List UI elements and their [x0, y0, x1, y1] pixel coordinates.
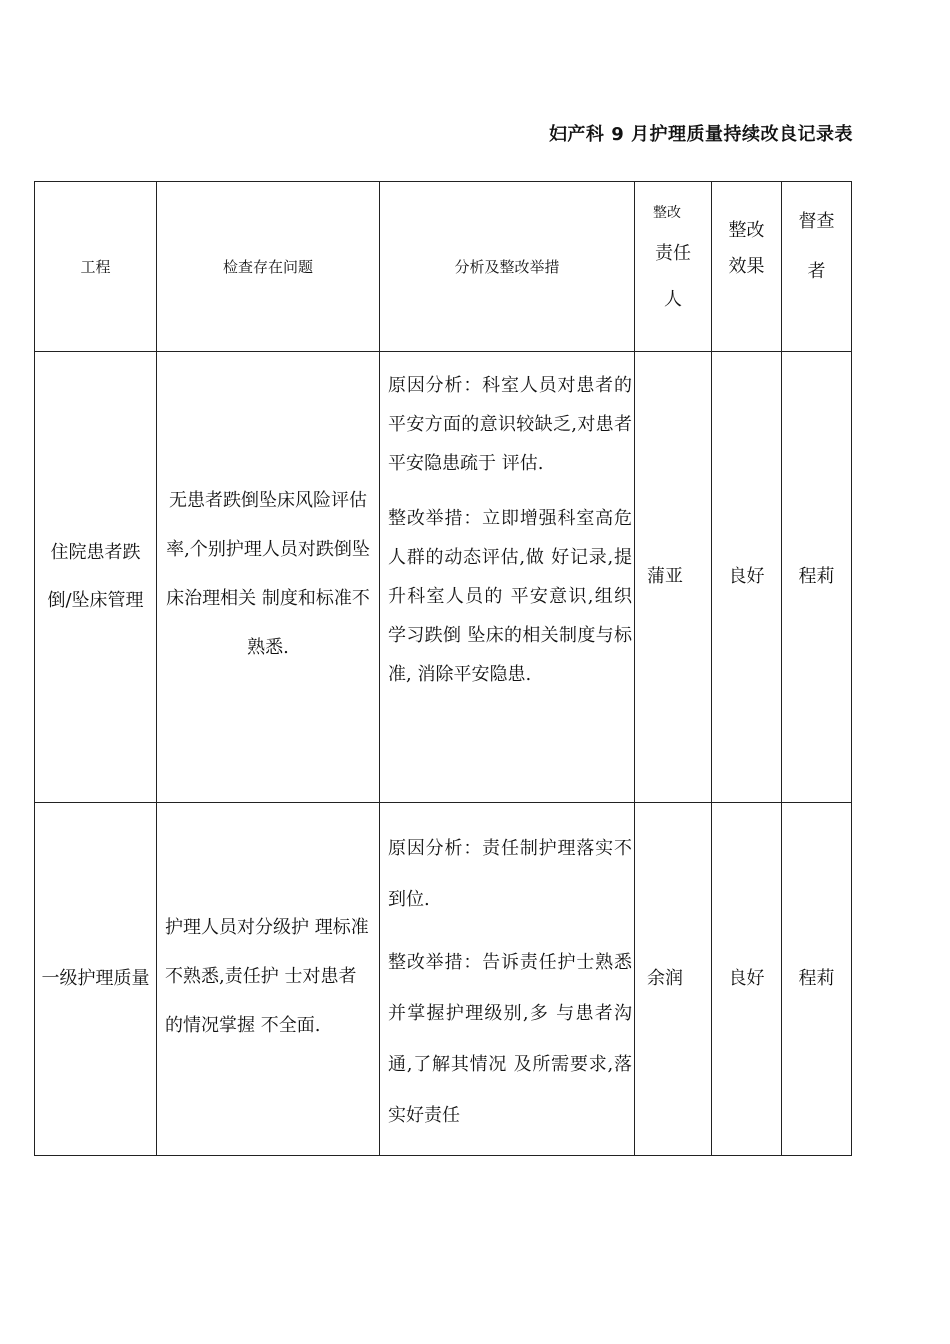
- row-item: 一级护理质量: [35, 803, 157, 1156]
- row-cause: 原因分析：责任制护理落实不到位.: [388, 838, 632, 910]
- row-supervisor: 程莉: [782, 803, 852, 1156]
- header-responsible: [635, 182, 712, 352]
- header-effect-line2: 效果: [728, 255, 765, 277]
- table-header-row: [35, 182, 852, 352]
- table-row: [35, 352, 852, 803]
- header-supervisor-line2: 者: [807, 260, 826, 282]
- row-item: 住院患者跌倒/坠床管理: [35, 352, 157, 803]
- row-effect: 良好: [712, 803, 782, 1156]
- row-issue: 无患者跌倒坠床风险评估率,个别护理人员对跌倒坠床治理相关 制度和标准不熟悉.: [157, 352, 380, 803]
- header-issue: 检查存在问题: [157, 182, 380, 352]
- row-responsible: 蒲亚: [635, 352, 712, 803]
- header-responsible-line1: 整改: [653, 204, 681, 221]
- header-responsible-line2: 责任: [655, 242, 691, 264]
- page-title: 妇产科 9 月护理质量持续改良记录表: [548, 124, 853, 145]
- header-effect: [712, 182, 782, 352]
- table-row: [35, 803, 852, 1156]
- record-table: [34, 181, 852, 1156]
- row-cause: 原因分析：科室人员对患者的平安方面的意识较缺乏,对患者平安隐患疏于 评估.: [388, 375, 632, 474]
- row-analysis: [380, 803, 635, 1156]
- row-measure: 整改举措：立即增强科室高危人群的动态评估,做 好记录,提升科室人员的 平安意识,组织学习跌倒 坠床的相关制度与标准, 消除平安隐患.: [388, 508, 632, 685]
- header-responsible-line3: 人: [664, 288, 682, 310]
- header-supervisor: [782, 182, 852, 352]
- row-supervisor: 程莉: [782, 352, 852, 803]
- row-responsible: 余润: [635, 803, 712, 1156]
- header-item: 工程: [35, 182, 157, 352]
- row-issue: 护理人员对分级护 理标准不熟悉,责任护 士对患者的情况掌握 不全面.: [157, 803, 380, 1156]
- header-effect-line1: 整改: [728, 219, 765, 241]
- header-supervisor-line1: 督查: [798, 210, 835, 232]
- row-analysis: [380, 352, 635, 803]
- row-effect: 良好: [712, 352, 782, 803]
- row-measure: 整改举措：告诉责任护士熟悉并掌握护理级别,多 与患者沟通,了解其情况 及所需要求,落实好责任: [388, 952, 632, 1126]
- header-analysis: 分析及整改举措: [380, 182, 635, 352]
